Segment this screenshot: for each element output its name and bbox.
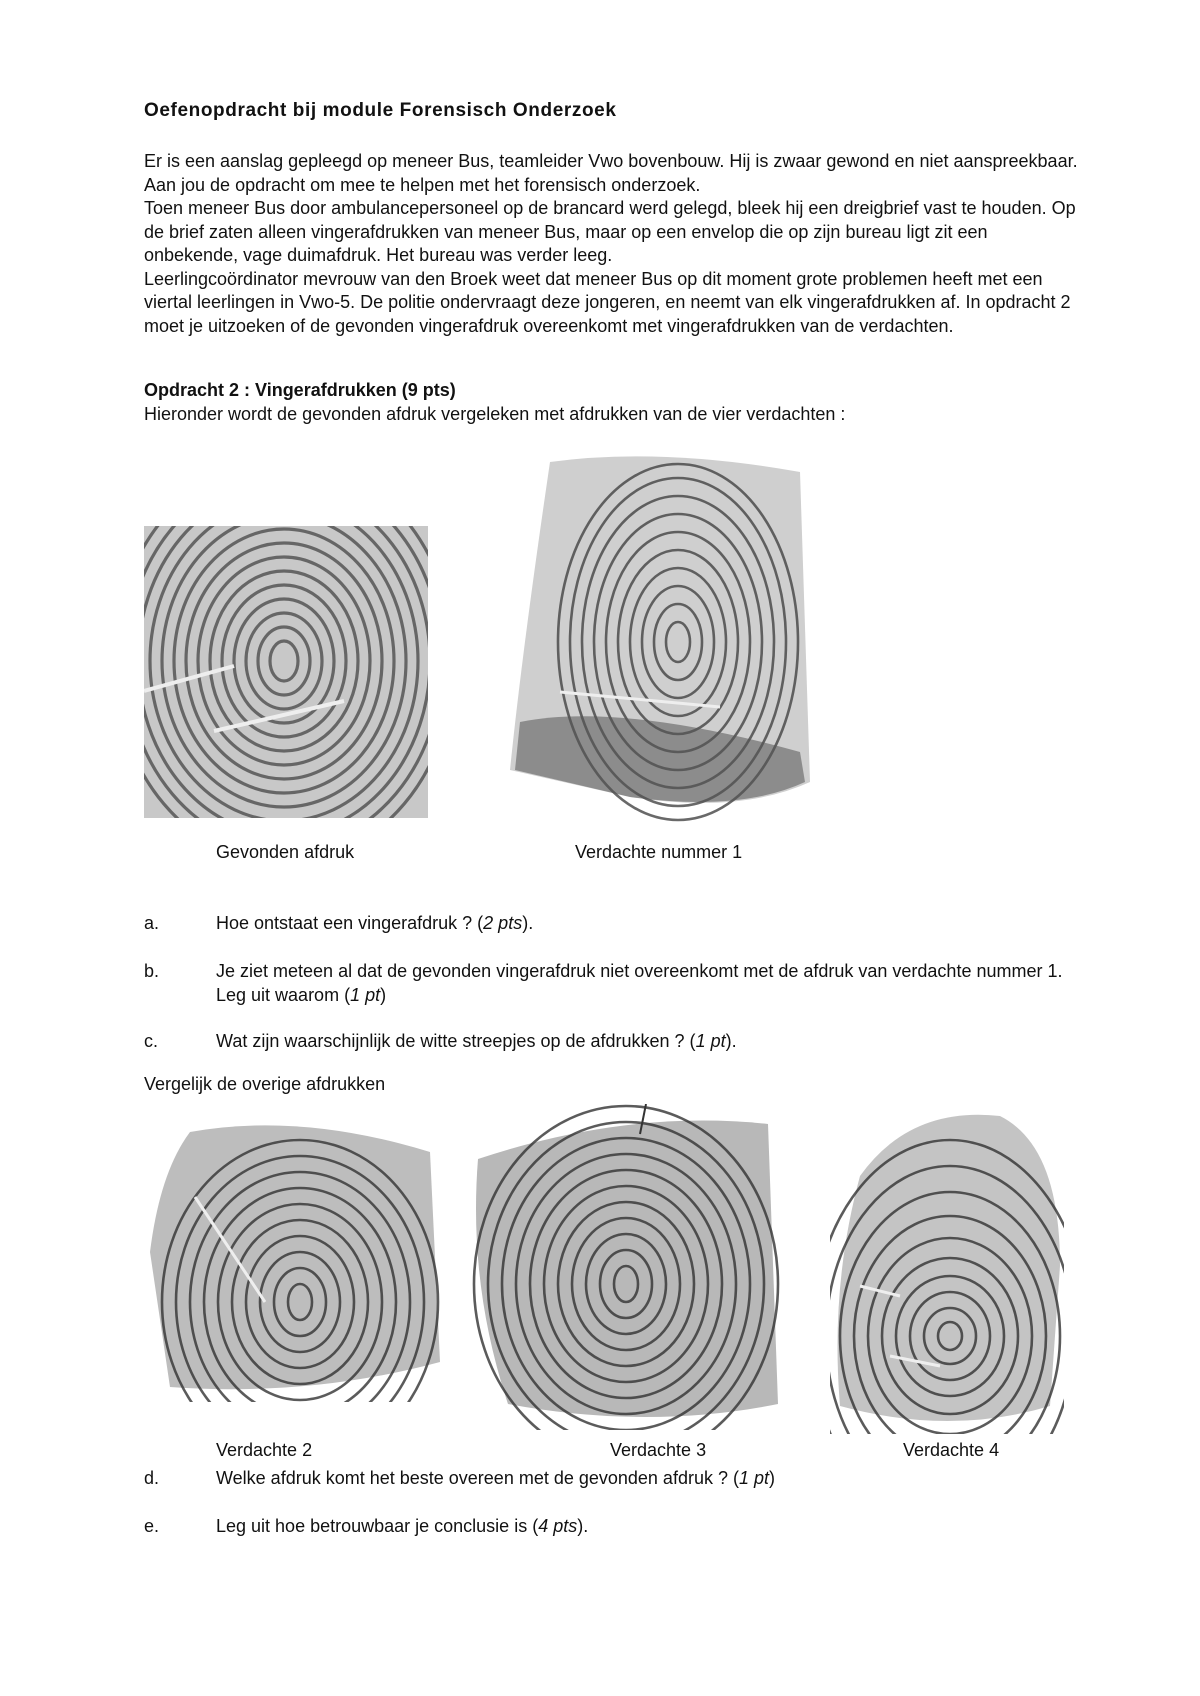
- question-e: [144, 1515, 1144, 1539]
- section-heading: Opdracht 2 : Vingerafdrukken (9 pts): [144, 380, 456, 400]
- question-text: Welke afdruk komt het beste overeen met de gevonden afdruk ? (1 pt): [216, 1468, 775, 1488]
- question-d: [144, 1467, 1144, 1491]
- suspect-2-fingerprint-image: [150, 1112, 442, 1402]
- question-a: [144, 912, 1144, 936]
- question-text: Leg uit hoe betrouwbaar je conclusie is (4 pts).: [216, 1516, 589, 1536]
- question-letter: a.: [144, 913, 160, 933]
- document-title: Oefenopdracht bij module Forensisch Onderzoek: [144, 100, 617, 121]
- intro-paragraph: Leerlingcoördinator mevrouw van den Broek weet dat meneer Bus op dit moment grote problemen heeft met een viertal leerlingen in Vwo-5. De politie ondervraagt deze jongeren, en neemt van elk vingerafdrukken af. In opdracht 2 moet je uitzoeken of de gevonden vingerafdruk overeenkomt met vingerafdrukken van de verdachten.: [144, 268, 1071, 336]
- found-print-caption: Gevonden afdruk: [216, 842, 355, 862]
- question-letter: c.: [144, 1031, 159, 1051]
- question-text: Je ziet meteen al dat de gevonden vingerafdruk niet overeenkomt met de afdruk van verdachte nummer 1. Leg uit waarom (1 pt): [216, 961, 1063, 1005]
- question-text: Hoe ontstaat een vingerafdruk ? (2 pts).: [216, 913, 534, 933]
- question-text: Wat zijn waarschijnlijk de witte streepjes op de afdrukken ? (1 pt).: [216, 1031, 737, 1051]
- intro-text: [144, 150, 1084, 338]
- intro-paragraph: Toen meneer Bus door ambulancepersoneel op de brancard werd gelegd, bleek hij een dreigbrief vast te houden. Op de brief zaten alleen vingerafdrukken van meneer Bus, maar op een envelop die op zijn bureau ligt zit een onbekende, vage duimafdruk. Het bureau was verder leeg.: [144, 198, 1076, 265]
- intro-paragraph: Er is een aanslag gepleegd op meneer Bus, teamleider Vwo bovenbouw. Hij is zwaar gewond en niet aanspreekbaar. Aan jou de opdracht om mee te helpen met het forensisch onderzoek.: [144, 151, 1078, 195]
- question-c: [144, 1030, 1144, 1054]
- suspect-1-fingerprint-image: [500, 452, 818, 822]
- question-b: [144, 960, 1144, 1008]
- suspect-3-caption: Verdachte 3: [610, 1440, 707, 1460]
- question-letter: e.: [144, 1516, 160, 1536]
- found-fingerprint-image: [144, 526, 428, 818]
- suspect-1-caption: Verdachte nummer 1: [575, 842, 743, 862]
- suspect-2-caption: Verdachte 2: [216, 1440, 313, 1460]
- section-subheading: Hieronder wordt de gevonden afdruk vergeleken met afdrukken van de vier verdachten :: [144, 404, 846, 424]
- suspect-3-fingerprint-image: [468, 1104, 784, 1430]
- suspect-4-caption: Verdachte 4: [903, 1440, 1000, 1460]
- question-letter: d.: [144, 1468, 160, 1488]
- question-letter: b.: [144, 961, 160, 981]
- compare-label: Vergelijk de overige afdrukken: [144, 1074, 386, 1094]
- suspect-4-fingerprint-image: [830, 1106, 1064, 1434]
